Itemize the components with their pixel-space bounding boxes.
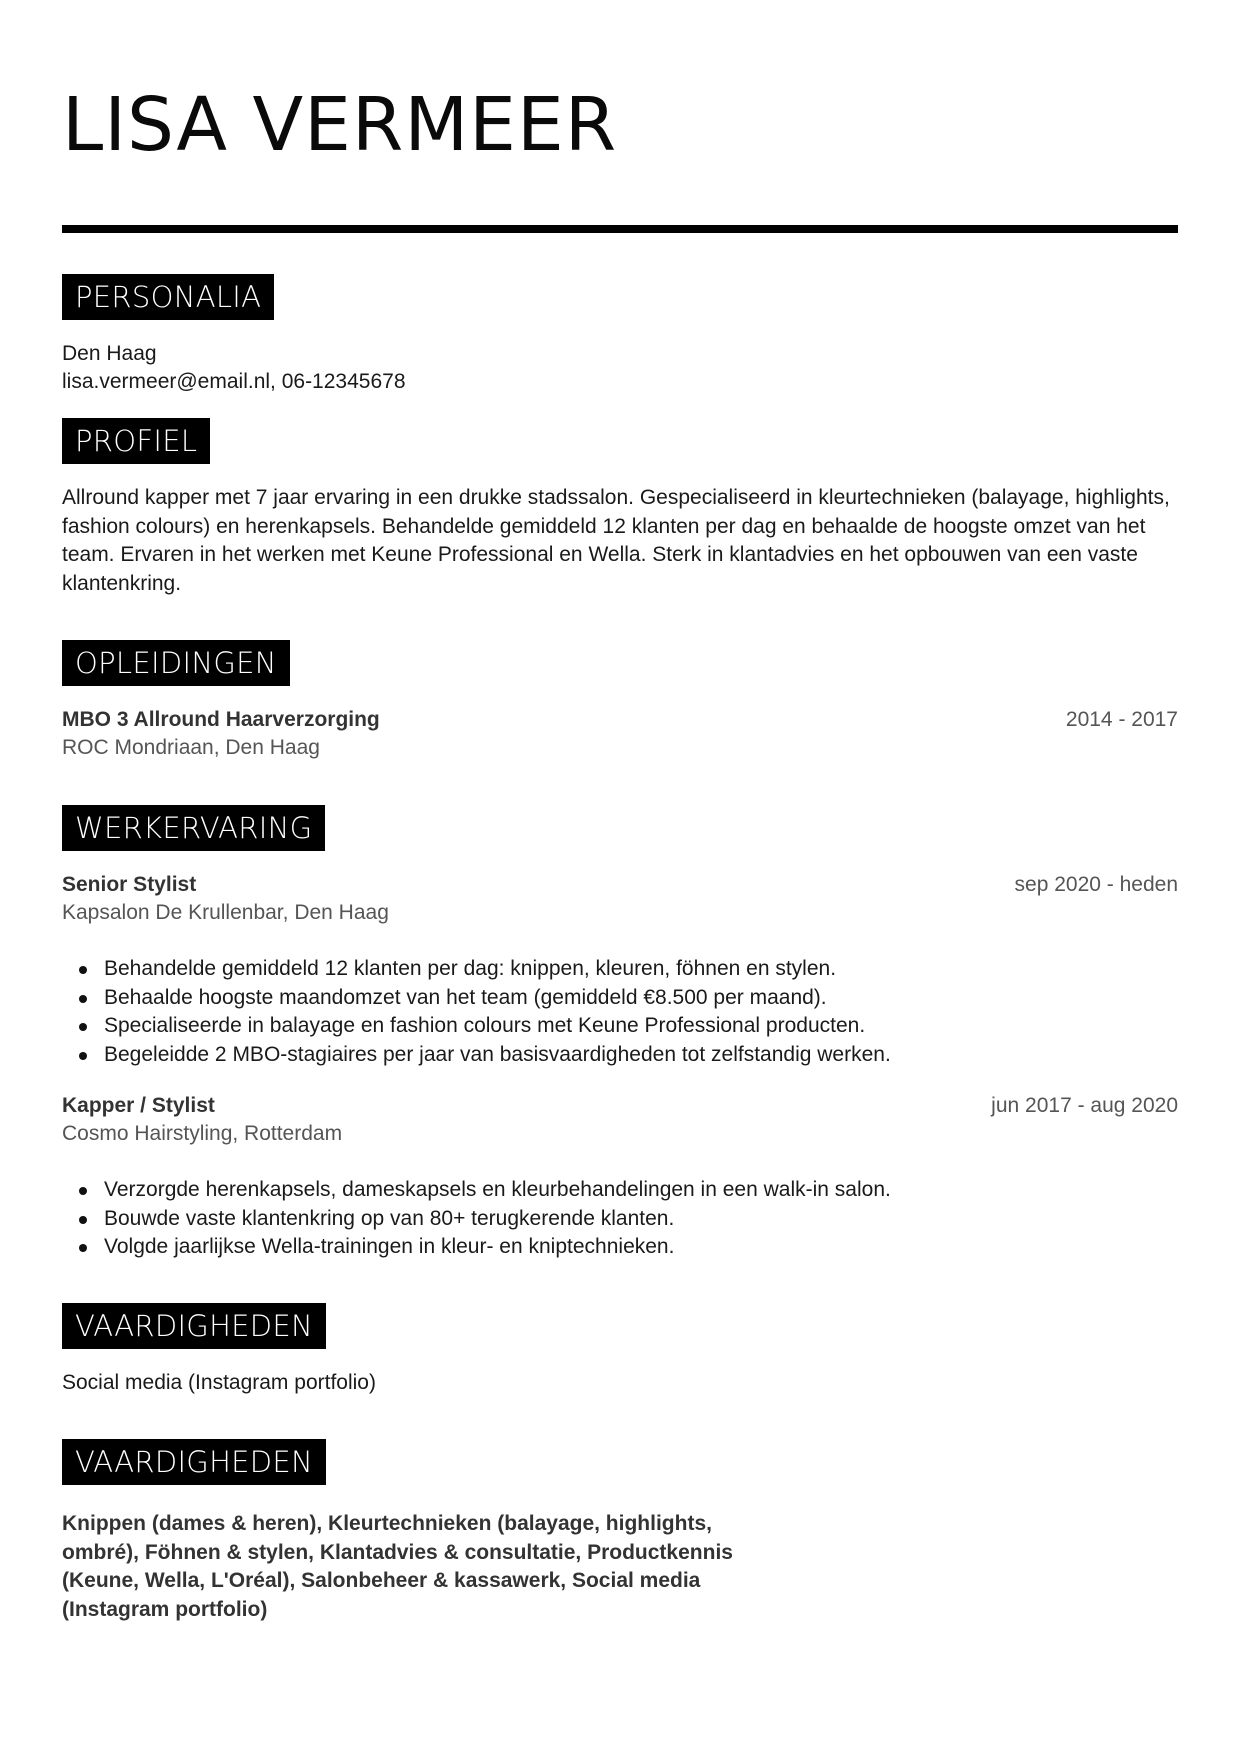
section-heading-vaardigheden: VAARDIGHEDEN [62, 1439, 326, 1485]
list-item: Behaalde hoogste maandomzet van het team (gemiddeld €8.500 per maand). [62, 984, 891, 1013]
list-item: Specialiseerde in balayage en fashion colours met Keune Professional producten. [62, 1012, 891, 1041]
list-item: Volgde jaarlijkse Wella-trainingen in kleur- en kniptechnieken. [62, 1233, 891, 1262]
job-period: sep 2020 - heden [1014, 873, 1178, 896]
list-item: Begeleidde 2 MBO-stagiaires per jaar van basisvaardigheden tot zelfstandig werken. [62, 1041, 891, 1070]
list-item: Bouwde vaste klantenkring op van 80+ terugkerende klanten. [62, 1205, 891, 1234]
job-period: jun 2017 - aug 2020 [991, 1094, 1178, 1117]
personal-contact: lisa.vermeer@email.nl, 06-12345678 [62, 370, 406, 393]
job-bullet-list [62, 955, 891, 1070]
skills-text: Social media (Instagram portfolio) [62, 1371, 376, 1394]
job-company: Cosmo Hairstyling, Rotterdam [62, 1122, 343, 1145]
job-title: Kapper / Stylist [62, 1094, 215, 1117]
list-item: Verzorgde herenkapsels, dameskapsels en kleurbehandelingen in een walk-in salon. [62, 1176, 891, 1205]
education-title: MBO 3 Allround Haarverzorging [62, 708, 380, 731]
section-heading-opleidingen: OPLEIDINGEN [62, 640, 290, 686]
education-period: 2014 - 2017 [1065, 708, 1178, 731]
list-item: Behandelde gemiddeld 12 klanten per dag: knippen, kleuren, föhnen en stylen. [62, 955, 891, 984]
job-company: Kapsalon De Krullenbar, Den Haag [62, 901, 389, 924]
job-bullet-list [62, 1176, 891, 1262]
section-heading-werkervaring: WERKERVARING [62, 805, 325, 851]
candidate-name: LISA VERMEER [62, 82, 618, 168]
section-heading-personalia: PERSONALIA [62, 274, 274, 320]
profile-text: Allround kapper met 7 jaar ervaring in een drukke stadssalon. Gespecialiseerd in kleurtechnieken (balayage, highlights, fashion colours) en herenkapsels. Behandelde gemiddeld 12 klanten per dag en behaalde de hoogste omzet van het team. Ervaren in het werken met Keune Professional en Wella. Sterk in klantadvies en het opbouwen van een vaste klantenkring. [62, 486, 1170, 595]
education-institution: ROC Mondriaan, Den Haag [62, 736, 320, 759]
section-heading-profiel: PROFIEL [62, 418, 210, 464]
job-title: Senior Stylist [62, 873, 197, 896]
personal-city: Den Haag [62, 342, 157, 365]
section-heading-vaardigheden: VAARDIGHEDEN [62, 1303, 326, 1349]
header-divider [62, 225, 1178, 233]
skills-list-text: Knippen (dames & heren), Kleurtechnieken (balayage, highlights, ombré), Föhnen & stylen, Klantadvies & consultatie, Productkennis (Keune, Wella, L'Oréal), Salonbeheer & kassawerk, Social media (Instagram portfolio) [62, 1512, 733, 1622]
